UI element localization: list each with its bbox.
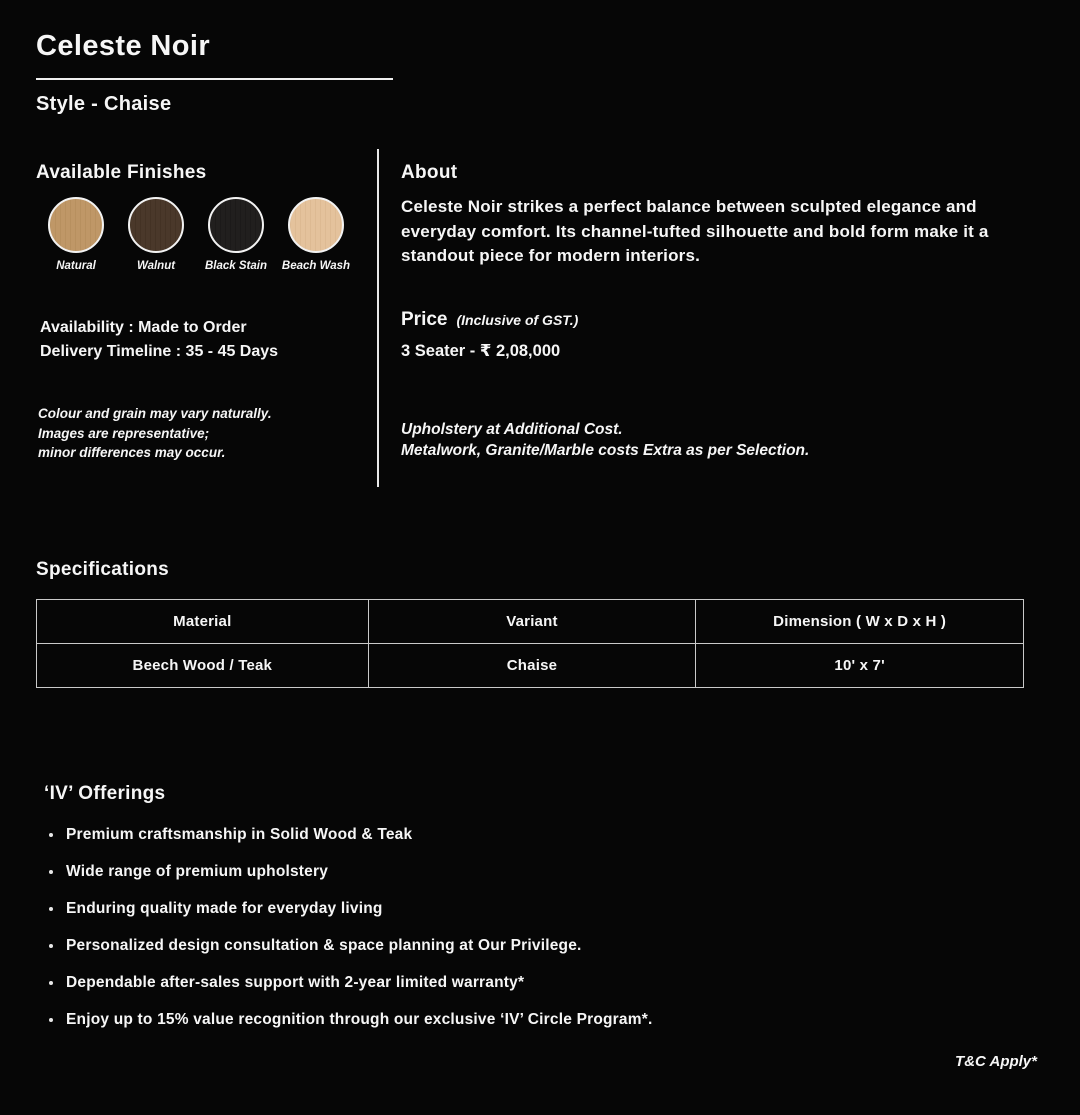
upholstery-note-line: Upholstery at Additional Cost. — [401, 420, 623, 438]
colour-disclaimer — [36, 404, 377, 463]
finish-swatch-row — [36, 197, 377, 272]
offering-item — [44, 826, 1040, 844]
spec-cell: Beech Wood / Teak — [37, 644, 369, 688]
finish-swatch-label: Natural — [56, 260, 96, 272]
price-gst-note: (Inclusive of GST.) — [456, 311, 579, 328]
style-label: Style - Chaise — [36, 93, 172, 115]
finishes-heading: Available Finishes — [36, 162, 207, 183]
spec-column-header: Variant — [368, 600, 696, 644]
offering-item — [44, 1011, 1040, 1029]
offering-text: Personalized design consultation & space planning at Our Privilege. — [66, 937, 582, 954]
offering-text: Dependable after-sales support with 2-year limited warranty* — [66, 974, 525, 991]
spec-column-header: Material — [37, 600, 369, 644]
price-heading-row — [401, 309, 1040, 331]
bullet-dot — [49, 833, 53, 837]
spec-header-row — [37, 600, 1024, 644]
offering-item — [44, 863, 1040, 881]
upholstery-note — [401, 419, 1040, 461]
offering-item — [44, 900, 1040, 918]
disclaimer-line: Images are representative; — [38, 425, 210, 441]
tnc-note: T&C Apply* — [955, 1053, 1037, 1070]
price-value: 3 Seater - ₹ 2,08,000 — [401, 341, 561, 360]
spec-cell: Chaise — [368, 644, 696, 688]
bullet-dot — [49, 870, 53, 874]
finish-swatch-natural — [36, 197, 116, 272]
page-title: Celeste Noir — [36, 30, 211, 62]
offerings-section — [36, 783, 1040, 1029]
finish-swatch-circle — [208, 197, 264, 253]
bullet-dot — [49, 981, 53, 985]
spec-column-header: Dimension ( W x D x H ) — [696, 600, 1024, 644]
about-heading: About — [401, 162, 458, 183]
offering-text: Enduring quality made for everyday living — [66, 900, 383, 917]
upholstery-note-line: Metalwork, Granite/Marble costs Extra as per Selection. — [401, 441, 810, 459]
finish-swatch-label: Beach Wash — [281, 260, 351, 272]
availability-line: Availability : Made to Order — [40, 319, 247, 336]
about-column — [379, 149, 1040, 487]
finish-swatch-black-stain — [196, 197, 276, 272]
top-columns — [36, 149, 1040, 487]
finish-swatch-label: Walnut — [136, 260, 176, 272]
about-text: Celeste Noir strikes a perfect balance between sculpted elegance and everyday comfort. Its channel-tufted silhouette and bold form make it a standout piece for modern interiors. — [401, 197, 989, 265]
finish-swatch-circle — [288, 197, 344, 253]
specifications-section — [36, 559, 1040, 688]
finishes-column — [36, 149, 377, 487]
spec-row — [37, 644, 1024, 688]
specifications-heading: Specifications — [36, 559, 170, 580]
bullet-dot — [49, 944, 53, 948]
specifications-table — [36, 599, 1024, 688]
finish-swatch-label: Black Stain — [205, 260, 267, 272]
offering-text: Wide range of premium upholstery — [66, 863, 329, 880]
disclaimer-line: Colour and grain may vary naturally. — [38, 406, 272, 421]
offerings-heading: ‘IV’ Offerings — [44, 783, 166, 804]
price-block — [401, 309, 1040, 361]
finish-swatch-walnut — [116, 197, 196, 272]
spec-cell: 10' x 7' — [696, 644, 1024, 688]
offering-text: Enjoy up to 15% value recognition through our exclusive ‘IV’ Circle Program*. — [66, 1011, 653, 1028]
price-heading: Price — [401, 308, 448, 330]
finish-swatch-circle — [48, 197, 104, 253]
offering-item — [44, 974, 1040, 992]
bullet-dot — [49, 907, 53, 911]
title-underline — [36, 78, 393, 80]
finish-swatch-beach-wash — [276, 197, 356, 272]
offering-text: Premium craftsmanship in Solid Wood & Teak — [66, 826, 413, 843]
offering-item — [44, 937, 1040, 955]
availability-block — [36, 316, 377, 364]
bullet-dot — [49, 1018, 53, 1022]
delivery-timeline-line: Delivery Timeline : 35 - 45 Days — [40, 343, 279, 360]
disclaimer-line: minor differences may occur. — [38, 445, 226, 460]
finish-swatch-circle — [128, 197, 184, 253]
offerings-list — [44, 826, 1040, 1029]
